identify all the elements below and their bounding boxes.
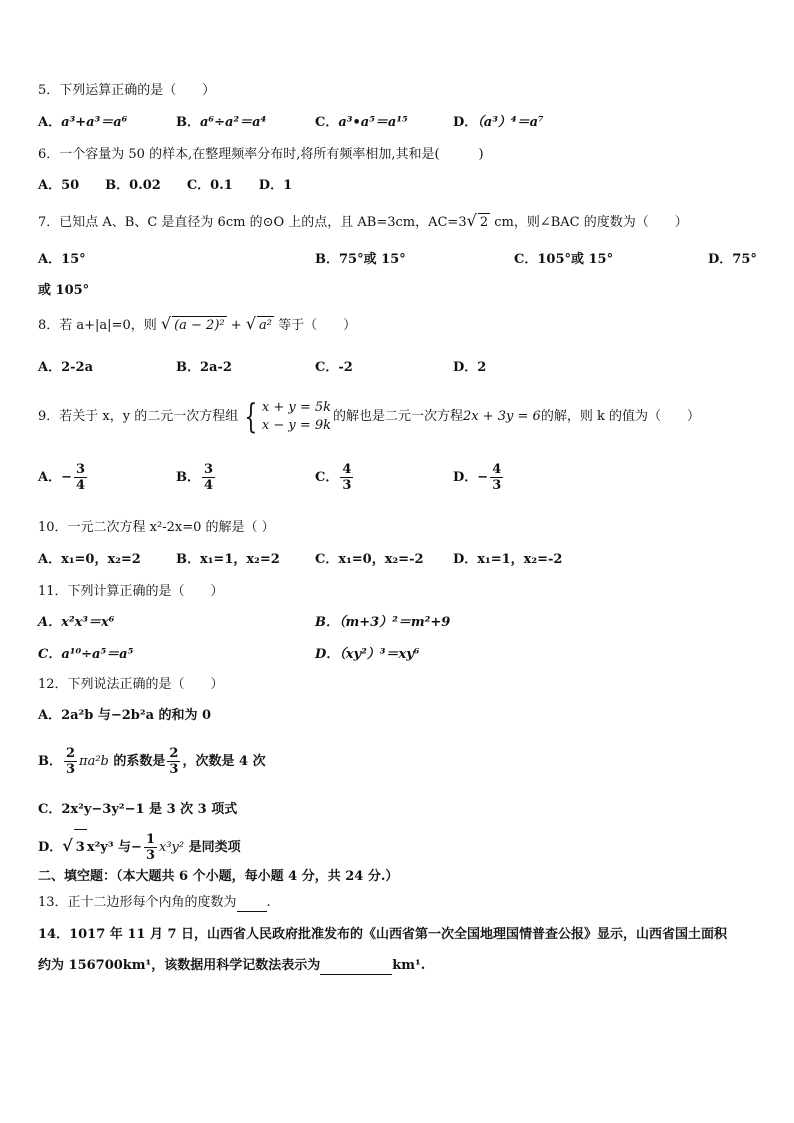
q9-option-c: C． $\frac{4}{3}$ — [315, 462, 352, 493]
q8-option-d: D．2 — [453, 360, 487, 375]
q5-option-d: D．（a³）⁴＝a⁷ — [453, 115, 544, 130]
q5-option-b: B．a⁶÷a²＝a⁴ — [176, 115, 267, 130]
q11-option-c: C．a¹⁰÷a⁵＝a⁵ — [38, 647, 134, 662]
q9-option-d: D．− $\frac{4}{3}$ — [453, 462, 502, 493]
q14-answer-blank[interactable] — [320, 961, 392, 975]
q7-option-c: C．105°或 15° — [514, 252, 614, 267]
q12-option-b: B． $\frac{2}{3}$ πa²b 的系数是 $\frac{2}{3}$ ，次数是 4 次 — [38, 746, 266, 777]
q10-option-a: A．x₁=0，x₂=2 — [38, 552, 141, 567]
q14-line-1: 14．1017 年 11 月 7 日，山西省人民政府批准发布的《山西省第一次全国地理国情普查公报》显示，山西省国土面积 — [38, 927, 728, 942]
q6-stem: 6．一个容量为 50 的样本,在整理频率分布时,将所有频率相加,其和是( ) — [38, 147, 484, 162]
q10-option-d: D．x₁=1，x₂=-2 — [453, 552, 563, 567]
q10-option-c: C．x₁=0，x₂=-2 — [315, 552, 424, 567]
q10-stem: 10．一元二次方程 x²-2x=0 的解是（ ） — [38, 520, 275, 535]
q11-option-a: A．x²x³＝x⁶ — [38, 615, 115, 630]
q7-stem: 7．已知点 A、B、C 是直径为 6cm 的⊙O 上的点，且 AB=3cm，AC=3√ 2 cm，则∠BAC 的度数为（ ） — [38, 211, 688, 230]
q13-stem: 13．正十二边形每个内角的度数为 . — [38, 895, 271, 910]
q7-option-a: A．15° — [38, 252, 86, 267]
q13-answer-blank[interactable] — [237, 898, 267, 912]
q11-option-b: B．（m+3）²＝m²+9 — [315, 615, 451, 630]
q8-radical-1: (a − 2)² — [174, 318, 225, 333]
q6-options: A．50 B．0.02 C．0.1 D．1 — [38, 178, 293, 193]
q9-option-a: A．− $\frac{3}{4}$ — [38, 462, 86, 493]
q7-sqrt: 2 — [479, 215, 489, 230]
q7-option-b: B．75°或 15° — [315, 252, 406, 267]
q9-stem: 9．若关于 x，y 的二元一次方程组 { x + y = 5k x − y = 9k 的解也是二元一次方程2x + 3y = 6的解，则 k 的值为（ ） — [38, 396, 700, 437]
q12-option-c: C．2x²y−3y²−1 是 3 次 3 项式 — [38, 802, 238, 817]
q5-option-c: C．a³•a⁵＝a¹⁵ — [315, 115, 408, 130]
q12-option-a: A．2a²b 与−2b²a 的和为 0 — [38, 708, 212, 723]
q5-stem: 5．下列运算正确的是（ ） — [38, 83, 216, 98]
q9-equation-system: { x + y = 5k x − y = 9k — [244, 396, 331, 437]
q9-option-b: B． $\frac{3}{4}$ — [176, 462, 214, 493]
q12-stem: 12．下列说法正确的是（ ） — [38, 677, 224, 692]
q8-radical-2: a² — [259, 318, 272, 333]
q8-stem: 8．若 a+|a|=0，则 √ (a − 2)² + √ a² 等于（ ） — [38, 314, 357, 333]
section-heading: 二、填空题：（本大题共 6 个小题，每小题 4 分，共 24 分.） — [38, 869, 399, 884]
q11-stem: 11．下列计算正确的是（ ） — [38, 584, 224, 599]
q5-option-a: A．a³+a³＝a⁶ — [38, 115, 128, 130]
q7-option-d: D．75° — [708, 252, 757, 267]
q12-option-d: D．√ 3 x²y³ 与− $\frac{1}{3}$ x³y² 是同类项 — [38, 828, 241, 866]
q11-option-d: D．（xy²）³＝xy⁶ — [315, 647, 420, 662]
q7-option-d-continued: 或 105° — [38, 283, 90, 298]
q8-option-a: A．2-2a — [38, 360, 93, 375]
q8-option-b: B．2a-2 — [176, 360, 232, 375]
q10-option-b: B．x₁=1，x₂=2 — [176, 552, 280, 567]
q14-line-2: 约为 156700km¹，该数据用科学记数法表示为 km¹. — [38, 958, 426, 973]
q8-option-c: C．-2 — [315, 360, 353, 375]
